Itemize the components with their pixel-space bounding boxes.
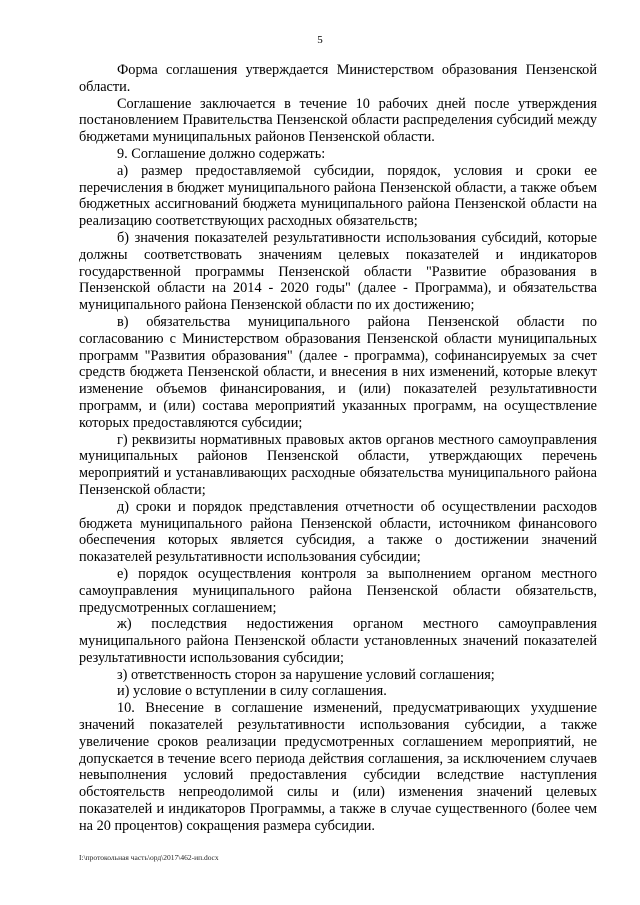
paragraph-9d: д) сроки и порядок представления отчетности об осуществлении расходов бюджета муниципального района Пензенской области, источником финансового обеспечения которых является субсидия, а также о достижении значений показателей результативности использования субсидии; (79, 498, 597, 566)
paragraph-9b: б) значения показателей результативности использования субсидий, которые должны соответствовать значениям целевых показателей и индикаторов государственной программы Пензенской области "Развитие образования в Пензенской области на 2014 - 2020 годы" (далее - Программа), и обязательства муниципального района Пензенской области по их достижению; (79, 229, 597, 314)
paragraph-9a: а) размер предоставляемой субсидии, порядок, условия и сроки ее перечисления в бюджет муниципального района Пензенской области, а также объем бюджетных ассигнований бюджета муниципального района Пензенской области на реализацию соответствующих расходных обязательств; (79, 162, 597, 230)
paragraph-agreement-term: Соглашение заключается в течение 10 рабочих дней после утверждения постановлением Правительства Пензенской области распределения субсидий между бюджетами муниципальных районов Пензенской области. (79, 95, 597, 146)
paragraph-9i: и) условие о вступлении в силу соглашения. (117, 683, 387, 700)
page-number: 5 (317, 34, 323, 46)
paragraph-10: 10. Внесение в соглашение изменений, предусматривающих ухудшение значений показателей результативности использования субсидии, а также увеличение сроков реализации предусмотренных соглашением мероприятий, не допускается в течение всего периода действия соглашения, за исключением случаев невыполнения условий предоставления субсидии вследствие наступления обстоятельств непреодолимой силы и (или) изменения значений целевых показателей и индикаторов Программы, а также в случае существенного (более чем на 20 процентов) сокращения размера субсидии. (79, 700, 597, 834)
footer-file-path: I:\протокольная часть\орд\2017\462-ип.docx (79, 853, 219, 862)
paragraph-9e: е) порядок осуществления контроля за выполнением органом местного самоуправления муниципального района Пензенской области обязательств, предусмотренных соглашением; (79, 565, 597, 616)
paragraph-9g: г) реквизиты нормативных правовых актов органов местного самоуправления муниципальных районов Пензенской области, утверждающих перечень мероприятий и устанавливающих расходные обязательства муниципального района Пензенской области; (79, 431, 597, 498)
paragraph-9zh: ж) последствия недостижения органом местного самоуправления муниципального района Пензенской области установленных значений показателей результативности использования субсидии; (79, 616, 597, 666)
document-body (79, 62, 597, 835)
paragraph-9z: з) ответственность сторон за нарушение условий соглашения; (117, 666, 495, 683)
paragraph-9v: в) обязательства муниципального района Пензенской области по согласованию с Министерством образования Пензенской области муниципальных программ "Развития образования" (далее - программа), софинансируемых за счет средств бюджета Пензенской области, и внесения в них изменений, которые влекут изменение объемов финансирования, и (или) показателей результативности программ, и (или) состава мероприятий указанных программ, на осуществление которых предоставляются субсидии; (79, 313, 597, 431)
paragraph-agreement-form: Форма соглашения утверждается Министерством образования Пензенской области. (79, 62, 597, 95)
paragraph-9-heading: 9. Соглашение должно содержать: (117, 145, 326, 162)
